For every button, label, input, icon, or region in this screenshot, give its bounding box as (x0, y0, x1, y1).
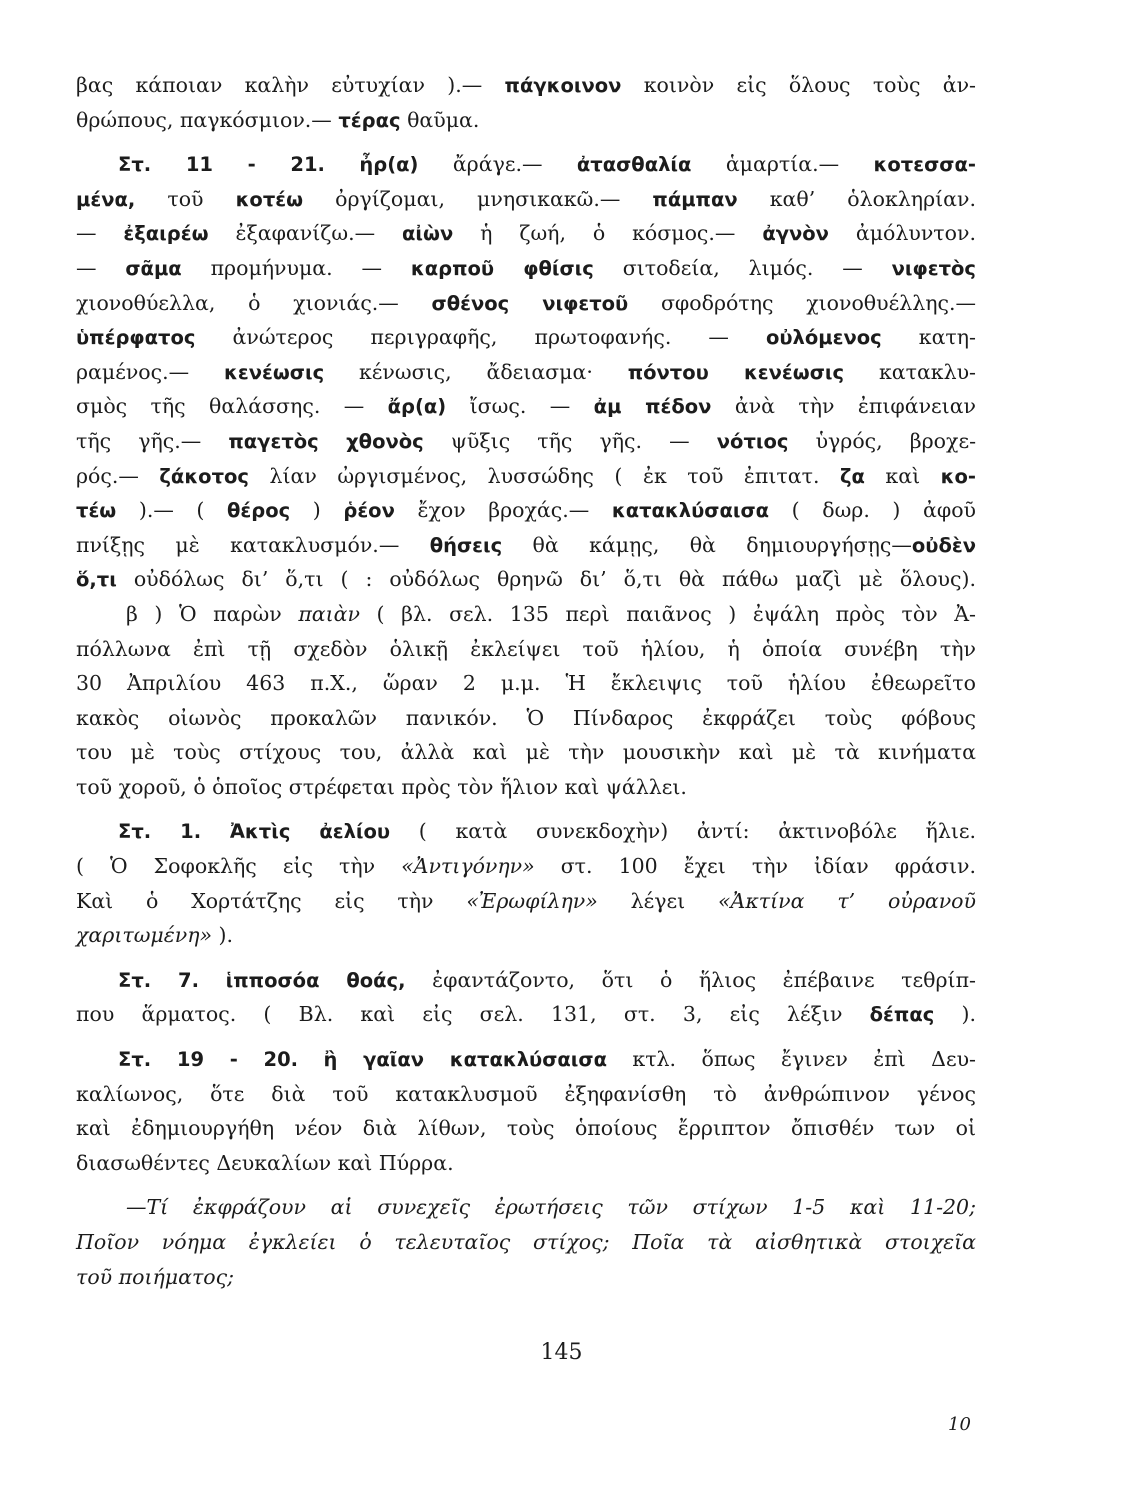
text-span: τῆς γῆς.— (76, 428, 229, 453)
bold-term: κοτέω (235, 187, 304, 211)
bold-term: τέρας (338, 108, 401, 132)
text-span: ἀνώτερος περιγραφῆς, πρωτοφανής. — (195, 325, 766, 350)
text-span: ἄράγε.— (418, 152, 577, 177)
text-span: ). (934, 1002, 977, 1027)
text-line (76, 562, 976, 597)
italic-text: «Ἀκτίνα τ’ οὐρανοῦ (718, 888, 976, 913)
text-span: ὑγρός, βροχε- (788, 428, 976, 453)
bold-term: πάγκοινον (504, 74, 622, 97)
bold-term: ἄρ(α) (387, 395, 447, 419)
text-span: οὐδόλως δι’ ὅ,τι ( : οὐδόλως θρηνῶ δι’ ὅ,τι θὰ πάθω μαζὶ μὲ ὅλους). (116, 567, 976, 592)
text-span: ψῦξις τῆς γῆς. — (423, 428, 717, 453)
text-line (76, 997, 976, 1032)
text-span: βας κάποιαν καλὴν εὐτυχίαν ).— (76, 73, 505, 97)
page-number: 145 (540, 1340, 583, 1365)
text-line (76, 286, 976, 321)
bold-term: μένα, (76, 187, 136, 211)
text-line (76, 251, 976, 286)
text-span: κατη- (881, 325, 976, 350)
text-span: θὰ κάμῃς, θὰ δημιουργήσῃς— (502, 532, 912, 557)
text-line (76, 459, 976, 494)
text-line (76, 389, 976, 424)
text-line (76, 1146, 976, 1181)
text-span: σφοδρότης χιονοθυέλλης.— (628, 290, 976, 315)
text-span: ( βλ. σελ. 135 περὶ παιᾶνος ) ἐψάλη πρὸς τὸν Ἀ- (359, 601, 976, 626)
italic-text: «Ἐρωφίλην» (466, 888, 598, 913)
text-span: καλίωνος, ὅτε διὰ τοῦ κατακλυσμοῦ ἐξηφανίσθη τὸ ἀνθρώπινον γένος (76, 1081, 976, 1106)
text-span: ἐξαφανίζω.— (208, 221, 403, 246)
text-span: κακὸς οἰωνὸς προκαλῶν πανικόν. Ὁ Πίνδαρος ἐκφράζει τοὺς φόβους (76, 705, 976, 730)
text-span: κτλ. ὅπως ἔγινεν ἐπὶ Δευ- (606, 1047, 976, 1072)
bold-term: σθένος νιφετοῦ (431, 291, 629, 315)
text-span: στ. 100 ἔχει τὴν ἰδίαν φράσιν. (534, 854, 976, 879)
text-span: κοινὸν εἰς ὅλους τοὺς ἀν- (621, 73, 976, 97)
bold-term: πόντου κενέωσις (627, 360, 845, 384)
text-span: τοῦ χοροῦ, ὁ ὁποῖος στρέφεται πρὸς τὸν ἥλιον καὶ ψάλλει. (76, 774, 687, 799)
text-line (76, 1077, 976, 1112)
text-line (76, 770, 976, 805)
text-line (76, 1225, 976, 1260)
text-line (76, 701, 976, 736)
text-span: ἀμόλυντον. (828, 221, 976, 246)
bold-term: καρποῦ φθίσις (410, 256, 594, 280)
text-line (76, 424, 976, 459)
text-span: Ποῖον νόημα ἐγκλείει ὁ τελευταῖος στίχος; Ποῖα τὰ αἰσθητικὰ στοιχεῖα (76, 1230, 976, 1254)
text-span: ὀργίζομαι, μνησικακῶ.— (303, 186, 653, 211)
text-span (201, 819, 230, 843)
text-span: — (76, 221, 124, 246)
text-line (76, 735, 976, 770)
text-line (76, 963, 976, 998)
bold-term: κατακλύσαισα (611, 499, 770, 523)
text-span: χιονοθύελλα, ὁ χιονιάς.— (76, 290, 432, 315)
bold-term: ἦρ(α) (359, 153, 419, 177)
bold-term: κενέωσις (224, 360, 325, 384)
text-span: καθ’ ὁλοκληρίαν. (737, 186, 976, 211)
bold-term: ὅ,τι (76, 568, 117, 592)
text-line (76, 814, 976, 849)
italic-text: παιὰν (298, 601, 360, 626)
text-span: διασωθέντες Δευκαλίων καὶ Πύρρα. (76, 1150, 454, 1175)
page-body (76, 68, 976, 1294)
text-span: πνίξῃς μὲ κατακλυσμόν.— (76, 532, 430, 557)
text-span: τοῦ (135, 186, 236, 211)
bold-term: θήσεις (429, 533, 503, 557)
bold-term: ἢ γαῖαν κατακλύσαισα (323, 1048, 607, 1072)
signature-mark: 10 (948, 1414, 971, 1435)
bold-term: αἰὼν (402, 222, 454, 246)
text-span (199, 968, 226, 992)
italic-text: χαριτωμένη» (76, 923, 213, 948)
text-span: σιτοδεία, λιμός. — (593, 255, 892, 280)
text-line (76, 632, 976, 667)
text-span: Καὶ ὁ Χορτάτζης εἰς τὴν (76, 888, 467, 913)
text-span: τοῦ ποιήματος; (76, 1264, 235, 1289)
text-line (76, 1111, 976, 1146)
bold-term: ὑπέρφατος (76, 326, 196, 350)
bold-term: τέω (76, 499, 117, 523)
bold-term: παγετὸς χθονὸς (228, 429, 424, 453)
bold-term: κο- (940, 464, 976, 488)
text-line (76, 1042, 976, 1077)
bold-term: ἀτασθαλία (576, 153, 692, 177)
text-line (76, 597, 976, 632)
text-span: ) (290, 498, 344, 523)
text-span: καὶ (864, 463, 941, 488)
bold-term: ἀγνὸν (762, 222, 829, 246)
text-line (76, 182, 976, 217)
text-line (76, 1260, 976, 1295)
text-line (76, 320, 976, 355)
text-span: πόλλωνα ἐπὶ τῇ σχεδὸν ὁλικῇ ἐκλείψει τοῦ ἡλίου, ἡ ὁποία συνέβη τὴν (76, 636, 976, 661)
text-span: ). (212, 923, 234, 948)
text-span (298, 1047, 323, 1071)
text-span: ἡ ζωή, ὁ κόσμος.— (453, 221, 763, 246)
text-span: — (76, 255, 126, 280)
text-line (76, 147, 976, 182)
bold-term: οὐδὲν (911, 533, 976, 557)
text-line (76, 216, 976, 251)
text-span: ἐφαντάζοντο, ὅτι ὁ ἥλιος ἐπέβαινε τεθρίπ- (405, 967, 976, 992)
text-line (76, 528, 976, 563)
bold-term: Στ. 1. (118, 820, 202, 844)
bold-term: πάμπαν (652, 187, 738, 211)
text-span: ( δωρ. ) ἀφοῦ (769, 498, 977, 523)
text-line (76, 493, 976, 528)
text-span: ἁμαρτία.— (691, 152, 874, 177)
text-span: καὶ ἐδημιουργήθη νέον διὰ λίθων, τοὺς ὁποίους ἔρριπτον ὄπισθέν των οἱ (76, 1116, 976, 1141)
text-span: θρώπους, παγκόσμιον.— (76, 107, 339, 132)
bold-term: Στ. 7. (118, 968, 200, 992)
bold-term: σᾶμα (125, 256, 182, 280)
text-span: κένωσις, ἄδειασμα· (324, 359, 628, 384)
text-span: —Τί ἐκφράζουν αἱ συνεχεῖς ἐρωτήσεις τῶν στίχων 1-5 καὶ 11-20; (126, 1195, 976, 1220)
bold-term: ζα (840, 464, 865, 488)
bold-term: Ἀκτὶς ἀελίου (229, 820, 391, 844)
text-span: 30 Ἀπριλίου 463 π.Χ., ὥραν 2 μ.μ. Ἡ ἔκλειψις τοῦ ἡλίου ἐθεωρεῖτο (76, 671, 976, 696)
text-span: του μὲ τοὺς στίχους του, ἀλλὰ καὶ μὲ τὴν μουσικὴν καὶ μὲ τὰ κινήματα (76, 740, 976, 765)
bold-term: θέρος (227, 499, 291, 523)
text-line (76, 884, 976, 919)
text-line (76, 68, 976, 103)
text-span: ἴσως. — (446, 394, 594, 419)
bold-term: ῥέον (343, 499, 395, 523)
text-span: β ) Ὁ παρὼν (126, 601, 299, 626)
italic-text: «Ἀντιγόνην» (401, 854, 535, 879)
bold-term: κοτεσσα- (873, 153, 976, 177)
text-span: ( Ὁ Σοφοκλῆς εἰς τὴν (76, 854, 402, 879)
text-span: ἀνὰ τὴν ἐπιφάνειαν (711, 394, 977, 419)
text-span (325, 152, 359, 176)
text-span: ).— ( (116, 498, 228, 523)
bold-term: Στ. 19 - 20. (118, 1048, 299, 1072)
text-span: κατακλυ- (844, 359, 976, 384)
text-span: λίαν ὠργισμένος, λυσσώδης ( ἐκ τοῦ ἐπιτατ. (248, 463, 840, 488)
bold-term: Στ. 11 - 21. (118, 153, 325, 177)
bold-term: ζάκοτος (159, 464, 249, 488)
text-line (76, 103, 976, 138)
text-span: λέγει (597, 888, 719, 913)
text-span: ( κατὰ συνεκδοχὴν) ἀντί: ἀκτινοβόλε ἥλιε. (390, 819, 977, 844)
text-span: σμὸς τῆς θαλάσσης. — (76, 394, 388, 419)
bold-term: ἀμ πέδον (593, 395, 712, 419)
text-line (76, 1190, 976, 1225)
text-span: ἔχον βροχάς.— (394, 498, 612, 523)
text-line (76, 666, 976, 701)
text-span: ραμένος.— (76, 359, 224, 384)
bold-term: νότιος (716, 429, 789, 453)
bold-term: δέπας (869, 1003, 935, 1027)
text-span: ρός.— (76, 463, 160, 488)
bold-term: οὐλόμενος (765, 326, 882, 350)
text-line (76, 849, 976, 884)
bold-term: ἐξαιρέω (123, 222, 209, 246)
text-span: που ἅρματος. ( Βλ. καὶ εἰς σελ. 131, στ. 3, εἰς λέξιν (76, 1002, 870, 1027)
text-line (76, 918, 976, 953)
bold-term: νιφετὸς (891, 256, 976, 280)
text-span: προμήνυμα. — (181, 255, 411, 280)
text-line (76, 355, 976, 390)
bold-term: ἱπποσόα θοάς, (225, 968, 406, 992)
text-span: θαῦμα. (400, 107, 480, 132)
